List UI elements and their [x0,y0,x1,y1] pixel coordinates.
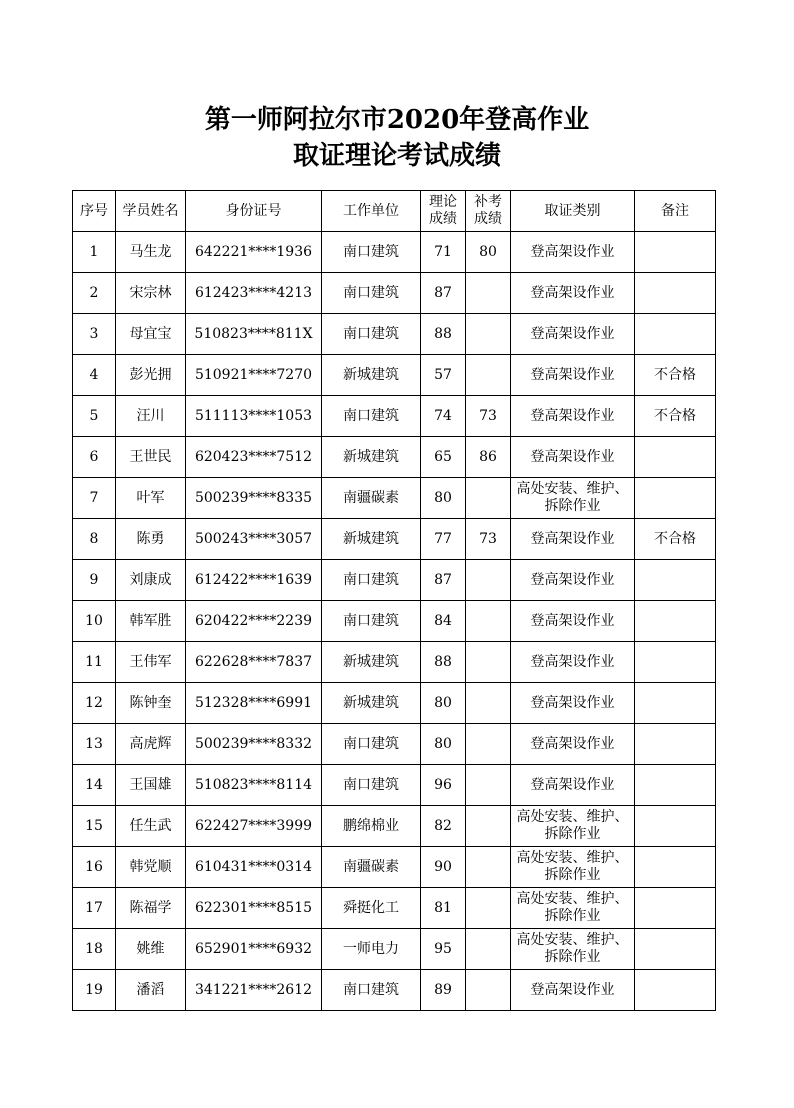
unit-cell: 南口建筑 [322,765,421,806]
remark-cell [635,683,716,724]
remark-cell [635,314,716,355]
cert-type-cell: 登高架设作业 [511,683,635,724]
theory-score-cell: 77 [421,519,466,560]
makeup-score-cell: 73 [466,396,511,437]
cert-type-cell: 登高架设作业 [511,232,635,273]
table-row [73,314,716,355]
seq-cell: 8 [73,519,116,560]
theory-score-cell: 81 [421,888,466,929]
header-id-number: 身份证号 [186,191,322,232]
unit-cell: 南口建筑 [322,724,421,765]
theory-score-cell: 89 [421,970,466,1011]
theory-score-cell: 87 [421,560,466,601]
id-number-cell: 510921****7270 [186,355,322,396]
unit-cell: 南口建筑 [322,273,421,314]
header-theory-score [421,191,466,232]
theory-score-cell: 65 [421,437,466,478]
id-number-cell: 341221****2612 [186,970,322,1011]
cert-type-cell: 登高架设作业 [511,396,635,437]
id-number-cell: 500239****8332 [186,724,322,765]
id-number-cell: 512328****6991 [186,683,322,724]
cert-type-cell: 登高架设作业 [511,519,635,560]
remark-cell [635,560,716,601]
makeup-score-cell [466,847,511,888]
makeup-score-cell [466,683,511,724]
header-unit: 工作单位 [322,191,421,232]
seq-cell: 3 [73,314,116,355]
id-number-cell: 620423****7512 [186,437,322,478]
remark-cell [635,765,716,806]
cert-type-cell: 高处安装、维护、拆除作业 [511,806,635,847]
id-number-cell: 510823****811X [186,314,322,355]
seq-cell: 15 [73,806,116,847]
seq-cell: 9 [73,560,116,601]
theory-score-cell: 80 [421,724,466,765]
seq-cell: 12 [73,683,116,724]
cert-type-cell: 高处安装、维护、拆除作业 [511,478,635,519]
header-cert-type: 取证类别 [511,191,635,232]
name-cell: 母宜宝 [116,314,186,355]
table-row [73,683,716,724]
id-number-cell: 622427****3999 [186,806,322,847]
name-cell: 陈福学 [116,888,186,929]
remark-cell [635,929,716,970]
makeup-score-cell [466,888,511,929]
remark-cell [635,847,716,888]
theory-score-cell: 80 [421,683,466,724]
name-cell: 任生武 [116,806,186,847]
unit-cell: 舜挺化工 [322,888,421,929]
name-cell: 马生龙 [116,232,186,273]
unit-cell: 鹏绵棉业 [322,806,421,847]
unit-cell: 南疆碳素 [322,478,421,519]
remark-cell [635,888,716,929]
id-number-cell: 622301****8515 [186,888,322,929]
cert-type-cell: 登高架设作业 [511,273,635,314]
theory-score-cell: 95 [421,929,466,970]
remark-cell [635,273,716,314]
id-number-cell: 612422****1639 [186,560,322,601]
table-row [73,929,716,970]
remark-cell [635,724,716,765]
name-cell: 陈钟奎 [116,683,186,724]
table-row [73,601,716,642]
cert-type-cell: 登高架设作业 [511,970,635,1011]
name-cell: 高虎辉 [116,724,186,765]
cert-type-cell: 登高架设作业 [511,560,635,601]
makeup-score-cell [466,273,511,314]
theory-score-cell: 96 [421,765,466,806]
table-row [73,888,716,929]
theory-score-cell: 82 [421,806,466,847]
cert-type-cell: 登高架设作业 [511,314,635,355]
header-name: 学员姓名 [116,191,186,232]
name-cell: 汪川 [116,396,186,437]
seq-cell: 5 [73,396,116,437]
id-number-cell: 620422****2239 [186,601,322,642]
header-theory-score-bottom: 成绩 [429,211,457,227]
id-number-cell: 610431****0314 [186,847,322,888]
makeup-score-cell [466,724,511,765]
cert-type-cell: 登高架设作业 [511,601,635,642]
seq-cell: 6 [73,437,116,478]
unit-cell: 南口建筑 [322,314,421,355]
theory-score-cell: 71 [421,232,466,273]
header-makeup-score-top: 补考 [474,194,502,210]
table-row [73,847,716,888]
seq-cell: 18 [73,929,116,970]
theory-score-cell: 88 [421,314,466,355]
cert-type-cell: 高处安装、维护、拆除作业 [511,888,635,929]
document-title-line-2: 取证理论考试成绩 [292,141,501,171]
table-row [73,355,716,396]
table-row [73,724,716,765]
makeup-score-cell [466,765,511,806]
table-row [73,970,716,1011]
id-number-cell: 652901****6932 [186,929,322,970]
makeup-score-cell [466,929,511,970]
makeup-score-cell [466,970,511,1011]
unit-cell: 新城建筑 [322,355,421,396]
makeup-score-cell [466,314,511,355]
name-cell: 韩党顺 [116,847,186,888]
name-cell: 宋宗林 [116,273,186,314]
unit-cell: 南口建筑 [322,970,421,1011]
unit-cell: 新城建筑 [322,683,421,724]
unit-cell: 南疆碳素 [322,847,421,888]
remark-cell: 不合格 [635,355,716,396]
makeup-score-cell: 86 [466,437,511,478]
seq-cell: 19 [73,970,116,1011]
unit-cell: 一师电力 [322,929,421,970]
name-cell: 叶军 [116,478,186,519]
unit-cell: 南口建筑 [322,232,421,273]
remark-cell [635,437,716,478]
seq-cell: 11 [73,642,116,683]
table-row [73,560,716,601]
seq-cell: 16 [73,847,116,888]
makeup-score-cell [466,478,511,519]
theory-score-cell: 90 [421,847,466,888]
table-body [73,232,716,1011]
header-seq: 序号 [73,191,116,232]
unit-cell: 南口建筑 [322,560,421,601]
id-number-cell: 511113****1053 [186,396,322,437]
seq-cell: 1 [73,232,116,273]
cert-type-cell: 高处安装、维护、拆除作业 [511,929,635,970]
unit-cell: 新城建筑 [322,519,421,560]
theory-score-cell: 88 [421,642,466,683]
remark-cell [635,478,716,519]
name-cell: 王伟军 [116,642,186,683]
seq-cell: 7 [73,478,116,519]
table-row [73,437,716,478]
header-theory-score-top: 理论 [429,194,457,210]
remark-cell [635,970,716,1011]
unit-cell: 南口建筑 [322,396,421,437]
remark-cell: 不合格 [635,396,716,437]
unit-cell: 新城建筑 [322,642,421,683]
name-cell: 韩军胜 [116,601,186,642]
seq-cell: 10 [73,601,116,642]
makeup-score-cell [466,601,511,642]
cert-type-cell: 登高架设作业 [511,355,635,396]
makeup-score-cell [466,806,511,847]
unit-cell: 新城建筑 [322,437,421,478]
cert-type-cell: 登高架设作业 [511,642,635,683]
id-number-cell: 500239****8335 [186,478,322,519]
document-title-line-1: 第一师阿拉尔市2020年登高作业 [204,105,590,135]
table-row [73,765,716,806]
table-row [73,273,716,314]
header-remark: 备注 [635,191,716,232]
id-number-cell: 612423****4213 [186,273,322,314]
theory-score-cell: 87 [421,273,466,314]
name-cell: 潘滔 [116,970,186,1011]
cert-type-cell: 高处安装、维护、拆除作业 [511,847,635,888]
theory-score-cell: 84 [421,601,466,642]
table-row [73,806,716,847]
table-header-row [73,191,716,232]
id-number-cell: 622628****7837 [186,642,322,683]
name-cell: 陈勇 [116,519,186,560]
makeup-score-cell: 73 [466,519,511,560]
table-row [73,478,716,519]
makeup-score-cell [466,355,511,396]
remark-cell [635,806,716,847]
id-number-cell: 500243****3057 [186,519,322,560]
cert-type-cell: 登高架设作业 [511,765,635,806]
makeup-score-cell [466,642,511,683]
header-makeup-score-bottom: 成绩 [474,211,502,227]
table-row [73,519,716,560]
remark-cell [635,232,716,273]
cert-type-cell: 登高架设作业 [511,437,635,478]
remark-cell: 不合格 [635,519,716,560]
remark-cell [635,642,716,683]
table-row [73,232,716,273]
id-number-cell: 642221****1936 [186,232,322,273]
exam-score-table [72,190,716,1011]
seq-cell: 13 [73,724,116,765]
makeup-score-cell [466,560,511,601]
remark-cell [635,601,716,642]
seq-cell: 14 [73,765,116,806]
cert-type-cell: 登高架设作业 [511,724,635,765]
name-cell: 刘康成 [116,560,186,601]
theory-score-cell: 80 [421,478,466,519]
seq-cell: 4 [73,355,116,396]
seq-cell: 2 [73,273,116,314]
name-cell: 彭光拥 [116,355,186,396]
name-cell: 姚维 [116,929,186,970]
table-row [73,642,716,683]
name-cell: 王国雄 [116,765,186,806]
header-makeup-score [466,191,511,232]
makeup-score-cell: 80 [466,232,511,273]
theory-score-cell: 74 [421,396,466,437]
seq-cell: 17 [73,888,116,929]
name-cell: 王世民 [116,437,186,478]
id-number-cell: 510823****8114 [186,765,322,806]
table-row [73,396,716,437]
theory-score-cell: 57 [421,355,466,396]
unit-cell: 南口建筑 [322,601,421,642]
